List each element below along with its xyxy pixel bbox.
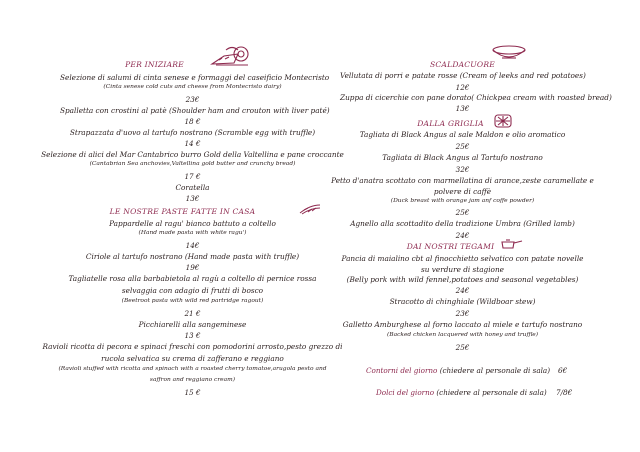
item-price: 13€ [185,194,200,203]
item-name-cont: su verdure di stagione [421,265,504,274]
item-name-cont: selvaggia con adagio di frutti di bosco [121,286,264,295]
item-price: 14 € [184,139,201,148]
section-title-per-iniziare: PER INIZIARE [125,60,184,69]
item-name: Ciriole al tartufo nostrano (Hand made pasta with truffle) [85,252,300,261]
item-name: Ravioli ricotta di pecora e spinaci freschi con pomodorini arrosto,pesto grezzo di [42,342,343,351]
extra-label: Dolci del giorno [376,388,435,397]
item-name: Strapazzata d'uovo al tartufo nostrano (Scramble egg with truffle) [69,128,316,137]
item-price: 19€ [185,263,200,272]
section-title-griglia: DALLA GRIGLIA [417,119,484,128]
extra-price: 6€ [558,366,568,375]
item-desc: (Cinta senese cold cuts and cheese from Montecristo dairy) [103,84,282,90]
item-price: 17 € [184,172,201,181]
item-price: 24€ [455,231,470,240]
item-desc-cont: saffron and reggiano cream) [149,377,236,383]
item-name: Coratella [175,183,210,192]
item-price: 14€ [185,241,200,250]
item-name: Tagliata di Black Angus al sale Maldon e olio aromatico [359,130,566,139]
item-desc: (Cantabrian Sea anchovies,Valtellina gold butter and crunchy bread) [89,161,296,167]
item-price: 21 € [184,309,201,318]
soup-bowl-icon [490,44,528,60]
item-name: Selezione di alici del Mar Cantabrico burro Gold della Valtellina e pane croccante [41,150,344,159]
item-desc: (Duck breast with orange jam anf coffe powder) [390,198,535,204]
item-price: 18 € [184,117,201,126]
extra-label: Contorni del giorno [366,366,438,375]
item-desc: (Ravioli stuffed with ricotta and spinach with a roasted cherry tomatoe,arugola pesto and [58,366,327,372]
item-name: Tagliatelle rosa alla barbabietola al ragù a coltello di pernice rossa [68,274,317,283]
cheese-board-icon [210,44,252,68]
item-desc: (Hand made pasta with white ragu') [138,230,247,236]
item-price: 13€ [455,104,470,113]
item-name: Galletto Amburghese al forno laccato al miele e tartufo nostrano [342,320,583,329]
item-price: 12€ [455,83,470,92]
extra-note: (chiedere al personale di sala) [439,366,550,375]
item-name: Pappardelle al ragu' bianco battuto a coltello [109,219,276,228]
item-price: 25€ [455,343,470,352]
item-name: Vellutata di porri e patate rosse (Cream of leeks and red potatoes) [340,71,586,80]
item-price: 23€ [455,309,470,318]
item-name-cont: rucola selvatica su crema di zafferano e reggiano [101,354,284,363]
item-name: Picchiarelli alla sangeminese [138,320,247,329]
item-price: 24€ [455,286,470,295]
item-price: 23€ [185,95,200,104]
extra-note: (chiedere al personale di sala) [436,388,547,397]
item-name: Spalletta con crostini al patè (Shoulder ham and crouton with liver paté) [60,106,330,115]
grill-icon [493,113,513,129]
item-price: 25€ [455,208,470,217]
item-price: 15 € [184,388,201,397]
item-name: Stracotto di chinghiale (Wildboar stew) [389,297,536,306]
item-desc: (Beetroot pasta with wild red partridge ragout) [121,298,264,304]
item-name: Agnello alla scottadito della tradizione Umbra (Grilled lamb) [350,219,575,228]
item-price: 32€ [455,165,470,174]
item-name: Tagliata di Black Angus al Tartufo nostrano [382,153,543,162]
section-title-scaldacuore: SCALDACUORE [429,60,495,69]
item-name-cont: (Belly pork with wild fennel,potatoes and seasonal vegetables) [346,275,579,284]
section-title-tegami: DAI NOSTRI TEGAMI [406,242,495,251]
item-name: Zuppa di cicerchie con pane dorato( Chickpea cream with roasted bread) [340,93,612,102]
extra-price: 7/8€ [556,388,573,397]
extra-dolci [376,389,547,396]
extra-contorni [366,367,550,374]
item-name: Pancia di maialino cbt al finocchietto selvatico con patate novelle [341,254,584,263]
item-price: 13 € [184,331,201,340]
item-desc: (Backed chicken lacquered with honey and truffle) [386,332,539,338]
item-name-cont: polvere di caffè [433,187,492,196]
item-price: 25€ [455,142,470,151]
rolling-pin-icon [298,202,322,216]
item-name: Selezione di salumi di cinta senese e formaggi del caseificio Montecristo [60,73,330,82]
item-name: Petto d'anatra scottato con marmellatina di arance,zeste caramellate e [331,176,594,185]
section-title-paste: LE NOSTRE PASTE FATTE IN CASA [109,207,256,216]
pan-icon [500,238,524,250]
